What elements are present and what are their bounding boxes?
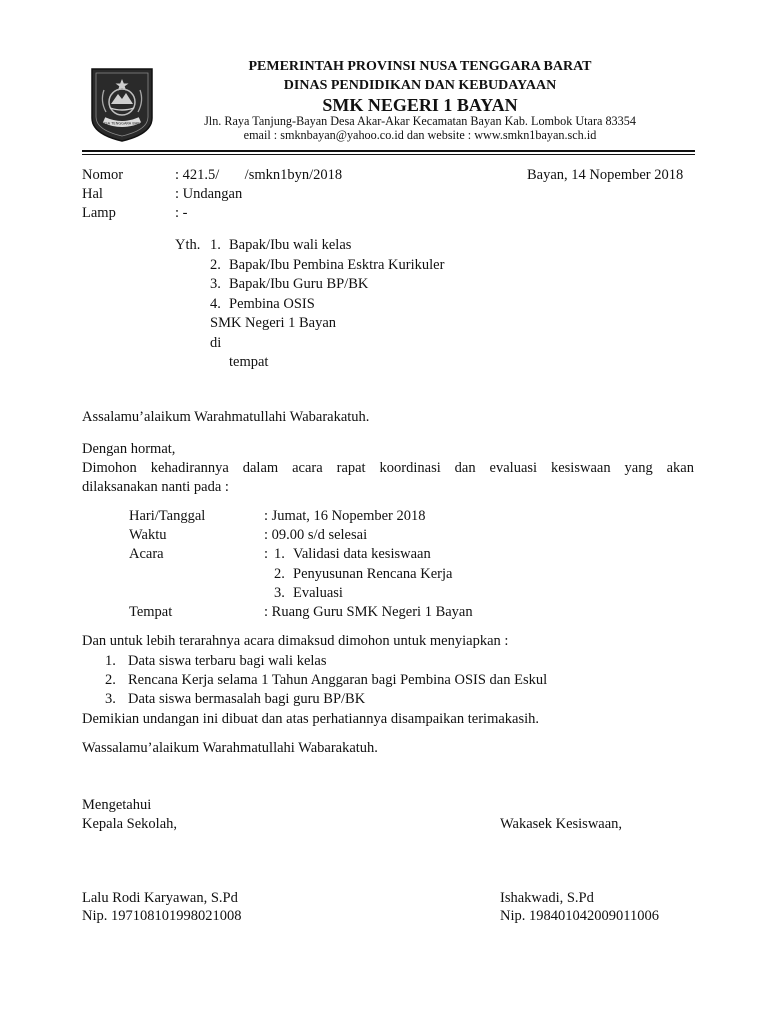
mengetahui-label: Mengetahui [82, 797, 152, 813]
intro-paragraph-end: dilaksanakan nanti pada : [82, 479, 229, 495]
letterhead-contact: email : smknbayan@yahoo.co.id dan website : www.smkn1bayan.sch.id [243, 128, 597, 142]
hari-label: Hari/Tanggal [129, 508, 206, 524]
yth-label: Yth. [175, 237, 201, 253]
letterhead-divider-thin [82, 154, 695, 155]
hal-value: : Undangan [175, 186, 243, 202]
lamp-label: Lamp [82, 205, 116, 221]
place-date: Bayan, 14 Nopember 2018 [527, 167, 684, 183]
hari-value: : Jumat, 16 Nopember 2018 [264, 508, 426, 524]
acara-colon: : [264, 546, 269, 562]
letterhead-divider-thick [82, 150, 695, 152]
waktu-label: Waktu [129, 527, 167, 543]
acara-number: 2. [274, 566, 285, 582]
right-signatory-title: Wakasek Kesiswaan, [500, 816, 623, 832]
waktu-value: : 09.00 s/d selesai [264, 527, 368, 543]
greeting: Assalamu’alaikum Warahmatullahi Wabarakatuh. [82, 409, 370, 425]
prepare-item: Data siswa terbaru bagi wali kelas [128, 653, 327, 669]
left-signatory-nip: Nip. 197108101998021008 [82, 908, 242, 924]
letterhead-line1: PEMERINTAH PROVINSI NUSA TENGGARA BARAT [248, 59, 592, 74]
letterhead-address: Jln. Raya Tanjung-Bayan Desa Akar-Akar Kecamatan Bayan Kab. Lombok Utara 83354 [204, 114, 636, 128]
closing-sentence: Demikian undangan ini dibuat dan atas perhatiannya disampaikan terimakasih. [82, 711, 540, 727]
recipient-school: SMK Negeri 1 Bayan [210, 315, 337, 331]
nomor-value: : 421.5/ /smkn1byn/2018 [175, 167, 343, 183]
prepare-number: 3. [105, 691, 116, 707]
acara-label: Acara [129, 546, 164, 562]
recipient-item: Bapak/Ibu wali kelas [229, 237, 352, 253]
recipient-number: 4. [210, 296, 221, 312]
recipient-item: Bapak/Ibu Pembina Esktra Kurikuler [229, 257, 445, 273]
opening: Dengan hormat, [82, 441, 176, 457]
tempat-label: Tempat [129, 604, 173, 620]
tempat-value: : Ruang Guru SMK Negeri 1 Bayan [264, 604, 473, 620]
left-signatory-name: Lalu Rodi Karyawan, S.Pd [82, 890, 238, 906]
recipient-number: 3. [210, 276, 221, 292]
recipient-number: 1. [210, 237, 221, 253]
acara-item: Evaluasi [293, 585, 343, 601]
acara-item: Penyusunan Rencana Kerja [293, 566, 453, 582]
recipient-number: 2. [210, 257, 221, 273]
hal-label: Hal [82, 186, 103, 202]
svg-text:NUSA TENGGARA BARAT: NUSA TENGGARA BARAT [99, 121, 145, 126]
prepare-intro: Dan untuk lebih terarahnya acara dimaksud dimohon untuk menyiapkan : [82, 633, 509, 649]
recipient-tempat: tempat [229, 354, 269, 370]
left-signatory-title: Kepala Sekolah, [82, 816, 178, 832]
prepare-item: Rencana Kerja selama 1 Tahun Anggaran bagi Pembina OSIS dan Eskul [128, 672, 548, 688]
letterhead-school-name: SMK NEGERI 1 BAYAN [322, 95, 518, 115]
acara-number: 3. [274, 585, 285, 601]
letterhead-line2: DINAS PENDIDIKAN DAN KEBUDAYAAN [283, 78, 557, 93]
recipient-item: Bapak/Ibu Guru BP/BK [229, 276, 369, 292]
prepare-number: 1. [105, 653, 116, 669]
farewell: Wassalamu’alaikum Warahmatullahi Wabarakatuh. [82, 740, 378, 756]
acara-number: 1. [274, 546, 285, 562]
recipient-item: Pembina OSIS [229, 296, 315, 312]
lamp-value: : - [175, 205, 188, 221]
intro-paragraph: Dimohon kehadirannya dalam acara rapat koordinasi dan evaluasi kesiswaan yang akan [82, 460, 694, 476]
prepare-item: Data siswa bermasalah bagi guru BP/BK [128, 691, 366, 707]
provincial-emblem-icon [91, 68, 153, 142]
nomor-label: Nomor [82, 167, 124, 183]
recipient-di: di [210, 335, 222, 351]
right-signatory-nip: Nip. 198401042009011006 [500, 908, 659, 924]
right-signatory-name: Ishakwadi, S.Pd [500, 890, 594, 906]
prepare-number: 2. [105, 672, 116, 688]
acara-item: Validasi data kesiswaan [293, 546, 431, 562]
